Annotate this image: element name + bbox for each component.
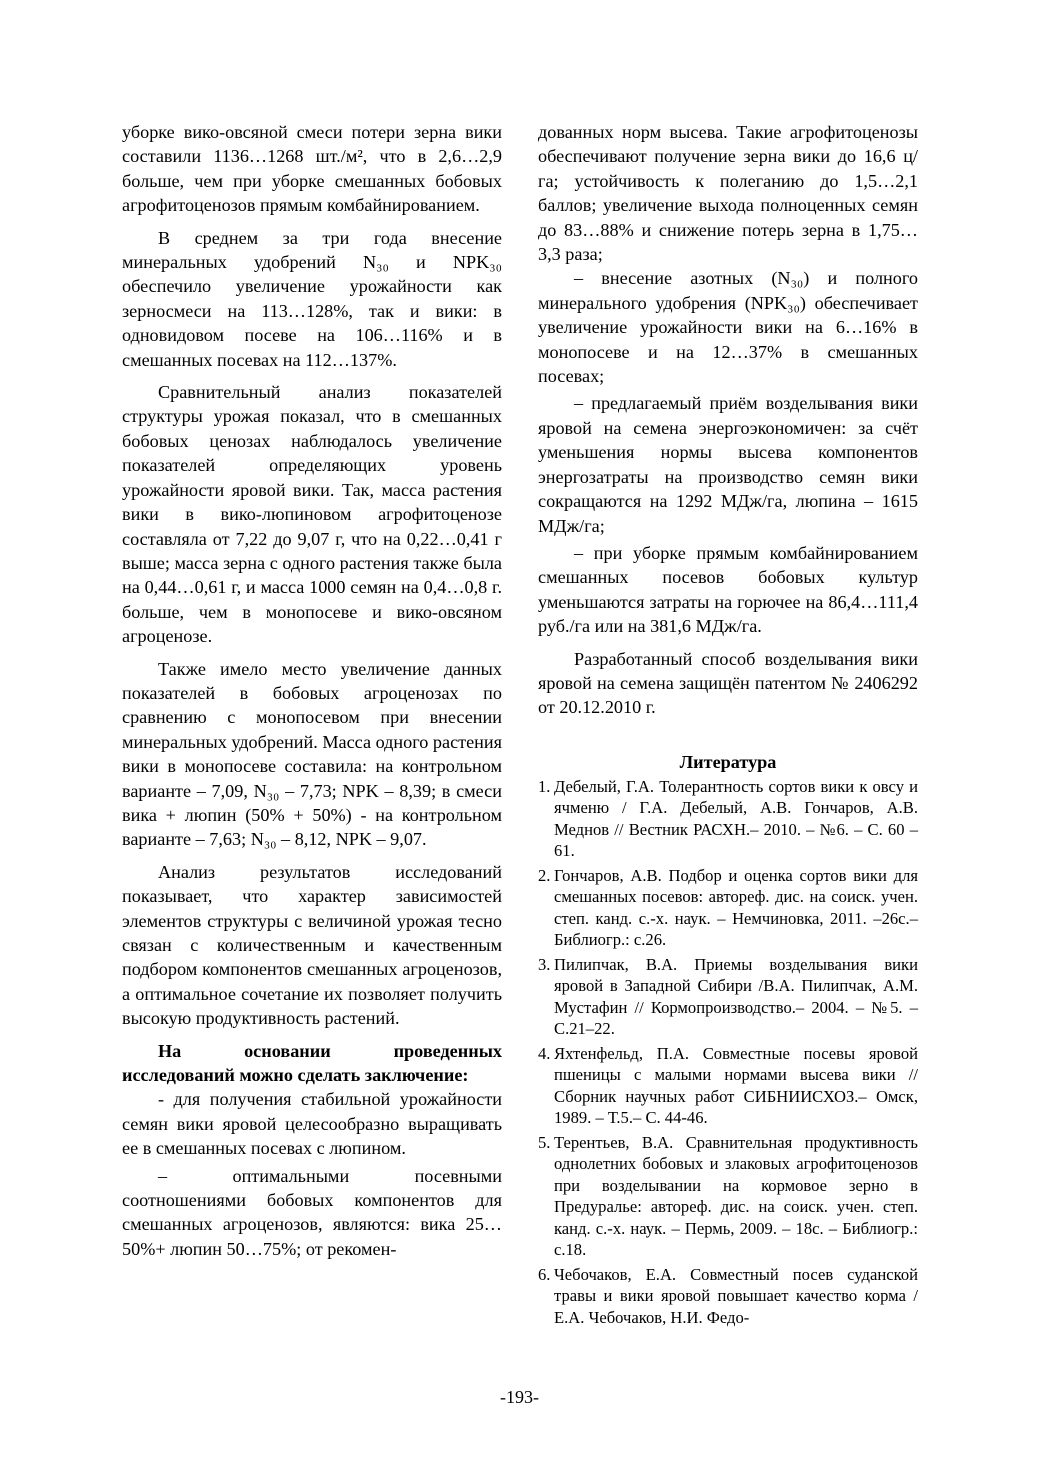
reference-number: 5. (538, 1132, 551, 1152)
conclusion-continuation: дованных норм высева. Такие агрофитоценозы обеспечивают получение зерна вики до 16,6 ц/га; устойчивость к полеганию до 1,5…2,1 баллов; увеличение выхода полноценных семян до 83…88% и снижение потерь зерна в 1,75…3,3 раза; (538, 122, 918, 265)
reference-item (538, 776, 918, 862)
paragraph-plant-mass: Также имело место увеличение данных показателей в бобовых агроценозах по сравнению с монопосевом при внесении минеральных удобрений. Масса одного растения вики в монопосеве составила: на контрольном варианте – 7,09, N₃₀ – 7,73; NPK – 8,39; в смеси вика + люпин (50% + 50%) - на контрольном варианте – 7,63; N₃₀ – 8,12, NPK – 9,07. (122, 658, 502, 850)
reference-number: 4. (538, 1043, 551, 1063)
reference-text: Чебочаков, Е.А. Совместный посев суданской травы и вики яровой повышает качество корма / Е.А. Чебочаков, Н.И. Федо- (554, 1264, 918, 1327)
references-heading: Литература (679, 751, 777, 772)
paragraph-fertilizer-yield: В среднем за три года внесение минеральных удобрений N₃₀ и NPK₃₀ обеспечило увеличение урожайности как зерносмеси на 113…128%, так и вики: в одновидовом посеве на 106…116% и в смешанных посевах на 112…137%. (122, 227, 502, 370)
reference-item (538, 1132, 918, 1261)
reference-text: Пилипчак, В.А. Приемы возделывания вики яровой в Западной Сибири /В.А. Пилипчак, А.М. Мустафин // Кормопроизводство.– 2004. – №5. – С.21–22. (554, 954, 918, 1039)
reference-number: 1. (538, 776, 551, 796)
reference-item (538, 1043, 918, 1129)
reference-text: Гончаров, А.В. Подбор и оценка сортов вики для смешанных посевов: автореф. дис. на соиск. учен. степ. канд. с.-х. наук. – Немчиновка, 2011. –26с.– Библиогр.: с.26. (554, 865, 918, 950)
conclusion-item: – внесение азотных (N₃₀) и полного минерального удобрения (NPK₃₀) обеспечивает увеличение урожайности вики на 6…16% в монопосеве и на 12…37% в смешанных посевах; (538, 268, 918, 387)
reference-text: Терентьев, В.А. Сравнительная продуктивность однолетних бобовых и злаковых агрофитоценозов при возделывании на кормовое зерно в Предуралье: автореф. дис. на соиск. учен. степ. канд. с.-х. наук. – Пермь, 2009. – 18с. – Библиогр.: с.18. (554, 1132, 918, 1260)
reference-number: 2. (538, 865, 551, 885)
page-number: -193- (500, 1387, 539, 1407)
paragraph-structure-analysis: Сравнительный анализ показателей структуры урожая показал, что в смешанных бобовых ценозах наблюдалось увеличение показателей определяющих уровень урожайности яровой вики. Так, масса растения вики в вико-люпиновом агрофитоценозе составляла от 7,22 до 9,07 г, что на 0,22…0,41 г выше; масса зерна с одного растения также была на 0,44…0,61 г, и масса 1000 семян на 0,4…0,8 г. больше, чем в монопосеве и вико-овсяном агроценозе. (122, 382, 502, 647)
reference-text: Яхтенфельд, П.А. Совместные посевы яровой пшеницы с малыми нормами высева вики // Сборник научных работ СИБНИИСХОЗ.– Омск, 1989. – Т.5.– С. 44-46. (554, 1043, 918, 1128)
conclusion-item: – оптимальными посевными соотношениями бобовых компонентов для смешанных агроценозов, являются: вика 25…50%+ люпин 50…75%; от рекомен- (122, 1165, 502, 1259)
paragraph-continuation: уборке вико-овсяной смеси потери зерна вики составили 1136…1268 шт./м², что в 2,6…2,9 больше, чем при уборке смешанных бобовых агрофитоценозов прямым комбайнированием. (122, 122, 502, 216)
reference-number: 3. (538, 954, 551, 974)
reference-item (538, 865, 918, 951)
reference-text: Дебелый, Г.А. Толерантность сортов вики к овсу и ячменю / Г.А. Дебелый, А.В. Гончаров, А.В. Меднов // Вестник РАСХН.– 2010. – №6. – С. 60 –61. (554, 776, 918, 861)
patent-paragraph: Разработанный способ возделывания вики яровой на семена защищён патентом № 2406292 от 20.12.2010 г. (538, 648, 918, 718)
reference-item (538, 1264, 918, 1329)
paragraph-results-analysis: Анализ результатов исследований показывает, что характер зависимостей элементов структуры с величиной урожая тесно связан с количественным и качественным подбором компонентов смешанных агроценозов, а оптимальное сочетание их позволяет получить высокую продуктивность растений. (122, 861, 502, 1029)
right-column (538, 120, 918, 1331)
left-column (122, 120, 502, 1261)
reference-item (538, 954, 918, 1040)
references-list (538, 776, 918, 1329)
conclusions-heading: На основании проведенных исследований можно сделать заключение: (122, 1040, 502, 1086)
reference-number: 6. (538, 1264, 551, 1284)
conclusion-item: – при уборке прямым комбайнированием смешанных посевов бобовых культур уменьшаются затраты на горючее на 86,4…111,4 руб./га или на 381,6 МДж/га. (538, 542, 918, 637)
conclusion-item: – предлагаемый приём возделывания вики яровой на семена энергоэкономичен: за счёт уменьшения нормы высева компонентов энергозатраты на производство семян вики сокращаются на 1292 МДж/га, люпина – 1615 МДж/га; (538, 393, 918, 536)
conclusion-item: - для получения стабильной урожайности семян вики яровой целесообразно выращивать ее в смешанных посевах с люпином. (122, 1089, 502, 1159)
